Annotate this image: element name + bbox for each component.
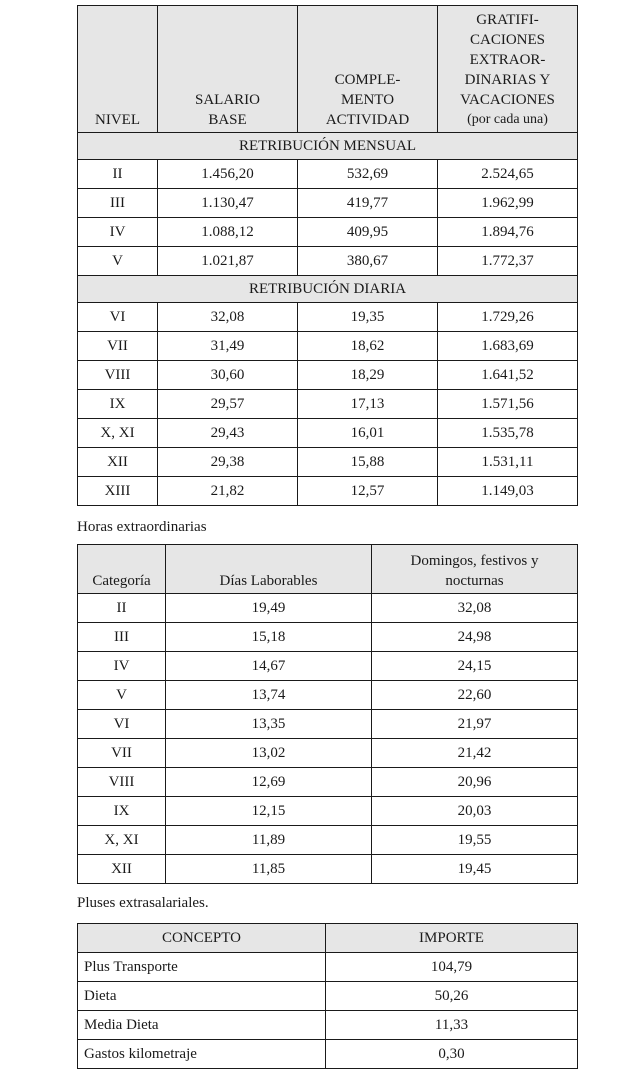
table-cell: 20,03 xyxy=(372,797,578,826)
table-cell: 1.641,52 xyxy=(438,361,578,390)
table-cell: VII xyxy=(78,332,158,361)
header-importe: IMPORTE xyxy=(326,924,578,953)
table-cell: II xyxy=(78,160,158,189)
table-row xyxy=(78,1011,578,1040)
table-cell: XIII xyxy=(78,477,158,506)
table-cell: 1.535,78 xyxy=(438,419,578,448)
table-cell: XII xyxy=(78,855,166,884)
table-row xyxy=(78,1040,578,1069)
table-cell: III xyxy=(78,189,158,218)
table-cell: 21,82 xyxy=(158,477,298,506)
table-cell: 15,88 xyxy=(298,448,438,477)
table-cell: 18,29 xyxy=(298,361,438,390)
table-cell: VIII xyxy=(78,361,158,390)
table-cell: 14,67 xyxy=(166,652,372,681)
table-cell: VI xyxy=(78,303,158,332)
table-row xyxy=(78,826,578,855)
table-cell: 24,15 xyxy=(372,652,578,681)
table-cell: 419,77 xyxy=(298,189,438,218)
table-cell: 13,74 xyxy=(166,681,372,710)
table-row xyxy=(78,768,578,797)
table-row xyxy=(78,218,578,247)
table-row xyxy=(78,390,578,419)
overtime-caption: Horas extraordinarias xyxy=(77,519,207,535)
table-cell: 1.531,11 xyxy=(438,448,578,477)
table-cell: 19,55 xyxy=(372,826,578,855)
table-cell: 11,85 xyxy=(166,855,372,884)
salary-table xyxy=(77,5,578,506)
header-dias-laborables: Días Laborables xyxy=(166,545,372,594)
table-cell: Gastos kilometraje xyxy=(78,1040,326,1069)
table-cell: V xyxy=(78,247,158,276)
table-cell: 30,60 xyxy=(158,361,298,390)
table-cell: 21,97 xyxy=(372,710,578,739)
table-cell: VII xyxy=(78,739,166,768)
header-domingos-festivos: Domingos, festivos y nocturnas xyxy=(372,545,578,594)
table-cell: III xyxy=(78,623,166,652)
table-cell: 532,69 xyxy=(298,160,438,189)
section-retribucion-diaria: RETRIBUCIÓN DIARIA xyxy=(78,276,578,303)
table-cell: 13,02 xyxy=(166,739,372,768)
table-cell: 18,62 xyxy=(298,332,438,361)
table-row xyxy=(78,855,578,884)
header-nivel: NIVEL xyxy=(78,6,158,133)
table-cell: 13,35 xyxy=(166,710,372,739)
table-row xyxy=(78,710,578,739)
table-row xyxy=(78,361,578,390)
table-cell: 1.021,87 xyxy=(158,247,298,276)
table-cell: 20,96 xyxy=(372,768,578,797)
table-row xyxy=(78,477,578,506)
section-retribucion-mensual: RETRIBUCIÓN MENSUAL xyxy=(78,133,578,160)
table-cell: Dieta xyxy=(78,982,326,1011)
table-cell: 1.683,69 xyxy=(438,332,578,361)
table-cell: 1.894,76 xyxy=(438,218,578,247)
table-cell: 21,42 xyxy=(372,739,578,768)
table-cell: 12,69 xyxy=(166,768,372,797)
table-cell: 24,98 xyxy=(372,623,578,652)
table-cell: X, XI xyxy=(78,826,166,855)
table-cell: XII xyxy=(78,448,158,477)
table-cell: 31,49 xyxy=(158,332,298,361)
table-row xyxy=(78,953,578,982)
header-gratificaciones: GRATIFI- CACIONES EXTRAOR- DINARIAS Y VACACIONES (por cada una) xyxy=(438,6,578,133)
table-cell: 29,57 xyxy=(158,390,298,419)
header-categoria: Categoría xyxy=(78,545,166,594)
table-cell: 409,95 xyxy=(298,218,438,247)
table-cell: 19,45 xyxy=(372,855,578,884)
table-cell: 22,60 xyxy=(372,681,578,710)
overtime-table xyxy=(77,544,578,884)
table-cell: 12,15 xyxy=(166,797,372,826)
table-cell: 50,26 xyxy=(326,982,578,1011)
table-cell: 32,08 xyxy=(158,303,298,332)
table-row xyxy=(78,681,578,710)
table-cell: 11,33 xyxy=(326,1011,578,1040)
table-cell: IV xyxy=(78,218,158,247)
table-cell: 104,79 xyxy=(326,953,578,982)
table-cell: 12,57 xyxy=(298,477,438,506)
table-row xyxy=(78,448,578,477)
table-cell: 1.456,20 xyxy=(158,160,298,189)
table-cell: V xyxy=(78,681,166,710)
table-cell: X, XI xyxy=(78,419,158,448)
table-row xyxy=(78,652,578,681)
table-cell: 1.729,26 xyxy=(438,303,578,332)
table-cell: 1.088,12 xyxy=(158,218,298,247)
table-row xyxy=(78,739,578,768)
table-cell: 29,38 xyxy=(158,448,298,477)
table-cell: 29,43 xyxy=(158,419,298,448)
table-cell: 380,67 xyxy=(298,247,438,276)
table-cell: 32,08 xyxy=(372,594,578,623)
table-cell: 1.149,03 xyxy=(438,477,578,506)
table-cell: 15,18 xyxy=(166,623,372,652)
table-cell: IX xyxy=(78,390,158,419)
table-cell: IX xyxy=(78,797,166,826)
table-cell: Plus Transporte xyxy=(78,953,326,982)
table-row xyxy=(78,419,578,448)
table-cell: 16,01 xyxy=(298,419,438,448)
table-row xyxy=(78,303,578,332)
pluses-table xyxy=(77,923,578,1069)
table-row xyxy=(78,160,578,189)
table-cell: VIII xyxy=(78,768,166,797)
table-cell: VI xyxy=(78,710,166,739)
table-cell: IV xyxy=(78,652,166,681)
table-row xyxy=(78,797,578,826)
pluses-caption: Pluses extrasalariales. xyxy=(77,895,209,911)
table-row xyxy=(78,189,578,218)
table-cell: 1.130,47 xyxy=(158,189,298,218)
table-row xyxy=(78,982,578,1011)
table-row xyxy=(78,247,578,276)
table-cell: 19,35 xyxy=(298,303,438,332)
table-cell: Media Dieta xyxy=(78,1011,326,1040)
table-row xyxy=(78,594,578,623)
header-concepto: CONCEPTO xyxy=(78,924,326,953)
table-cell: 1.962,99 xyxy=(438,189,578,218)
table-cell: 0,30 xyxy=(326,1040,578,1069)
table-cell: 11,89 xyxy=(166,826,372,855)
table-row xyxy=(78,623,578,652)
table-row xyxy=(78,332,578,361)
header-salario-base: SALARIO BASE xyxy=(158,6,298,133)
table-cell: 1.571,56 xyxy=(438,390,578,419)
table-cell: 19,49 xyxy=(166,594,372,623)
header-complemento-actividad: COMPLE- MENTO ACTIVIDAD xyxy=(298,6,438,133)
table-cell: II xyxy=(78,594,166,623)
table-cell: 2.524,65 xyxy=(438,160,578,189)
table-cell: 1.772,37 xyxy=(438,247,578,276)
table-cell: 17,13 xyxy=(298,390,438,419)
